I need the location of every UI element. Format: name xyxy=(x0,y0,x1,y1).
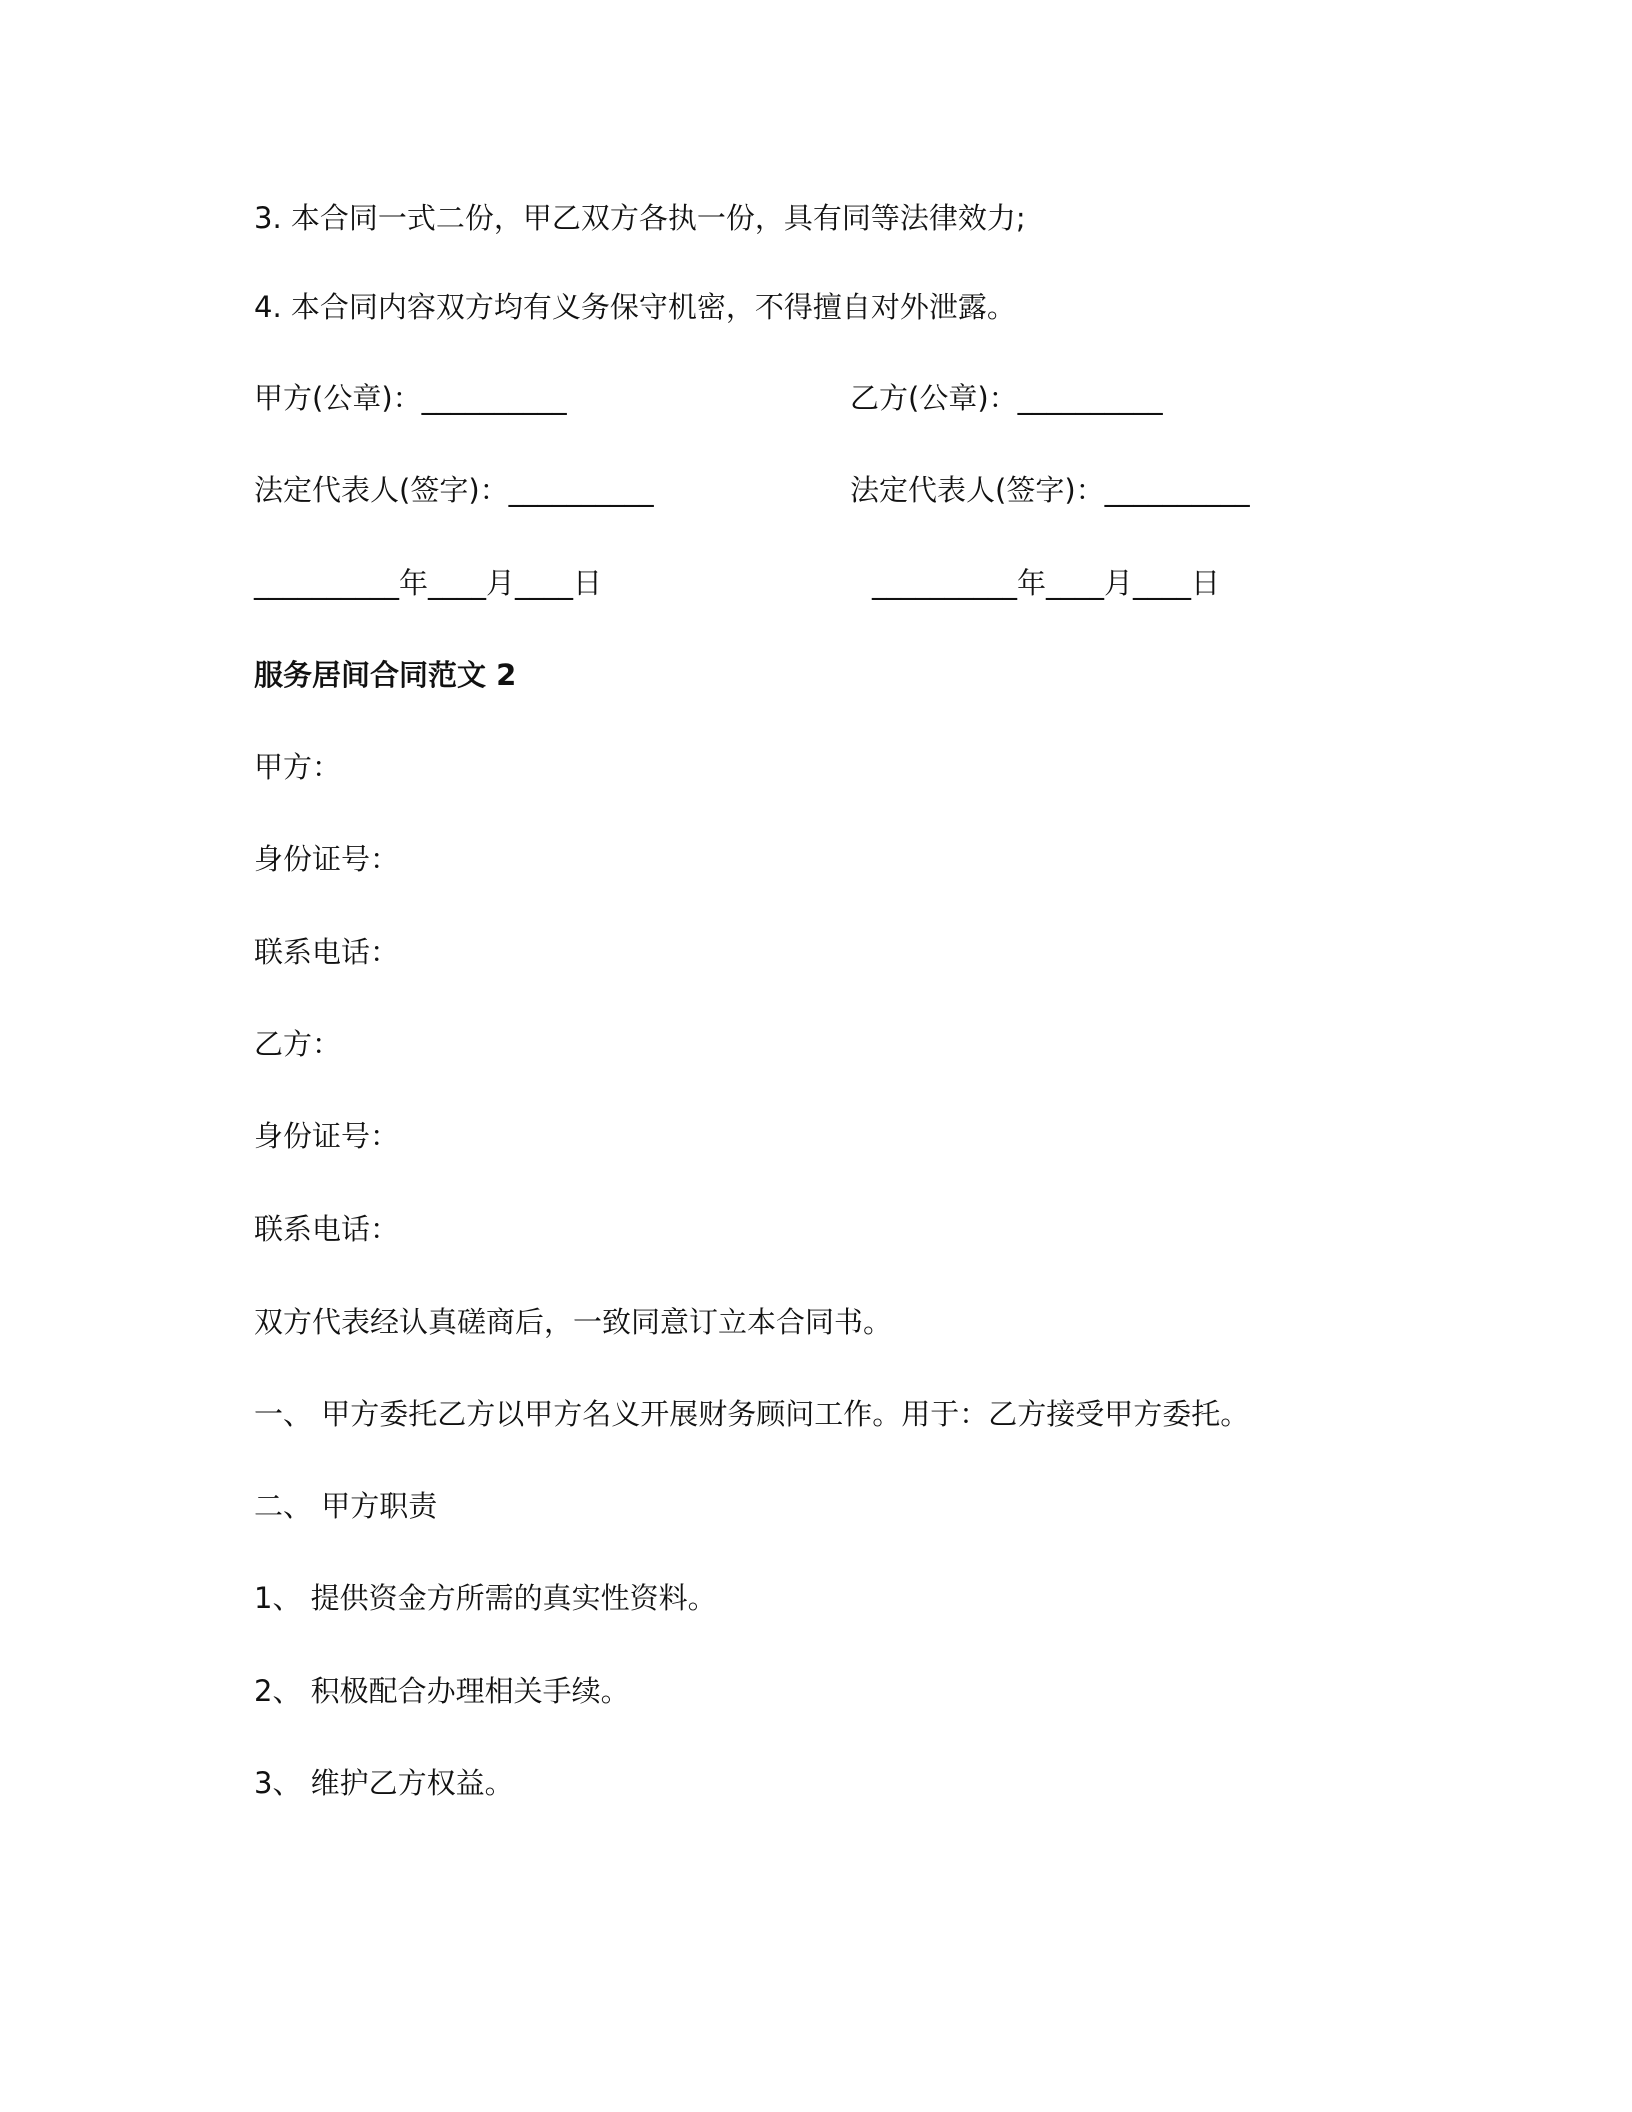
party-b-label: 乙方： xyxy=(254,1027,342,1061)
party-b-id-label: 身份证号： xyxy=(254,1119,400,1153)
clause-3: 3. 本合同一式二份，甲乙双方各执一份，具有同等法律效力; xyxy=(254,201,1026,235)
party-a-seal-field: 甲方(公章)：__________ xyxy=(254,381,567,415)
clause-4: 4. 本合同内容双方均有义务保守机密，不得擅自对外泄露。 xyxy=(254,290,1016,324)
duty-item-3: 3、 维护乙方权益。 xyxy=(254,1766,514,1800)
article-1: 一、 甲方委托乙方以甲方名义开展财务顾问工作。用于：乙方接受甲方委托。 xyxy=(254,1397,1250,1431)
section-title: 服务居间合同范文 2 xyxy=(254,658,517,692)
article-2-heading: 二、 甲方职责 xyxy=(254,1489,438,1523)
party-a-phone-label: 联系电话： xyxy=(254,935,400,969)
intro-paragraph: 双方代表经认真磋商后，一致同意订立本合同书。 xyxy=(254,1305,893,1339)
party-b-representative-field: 法定代表人(签字)：__________ xyxy=(850,473,1250,507)
duty-item-1: 1、 提供资金方所需的真实性资料。 xyxy=(254,1581,717,1615)
party-b-phone-label: 联系电话： xyxy=(254,1212,400,1246)
duty-item-2: 2、 积极配合办理相关手续。 xyxy=(254,1674,630,1708)
party-b-date-field: __________年____月____日 xyxy=(872,566,1221,600)
party-a-date-field: __________年____月____日 xyxy=(254,566,603,600)
party-b-seal-field: 乙方(公章)：__________ xyxy=(850,381,1163,415)
party-a-id-label: 身份证号： xyxy=(254,842,400,876)
party-a-label: 甲方： xyxy=(254,750,342,784)
party-a-representative-field: 法定代表人(签字)：__________ xyxy=(254,473,654,507)
